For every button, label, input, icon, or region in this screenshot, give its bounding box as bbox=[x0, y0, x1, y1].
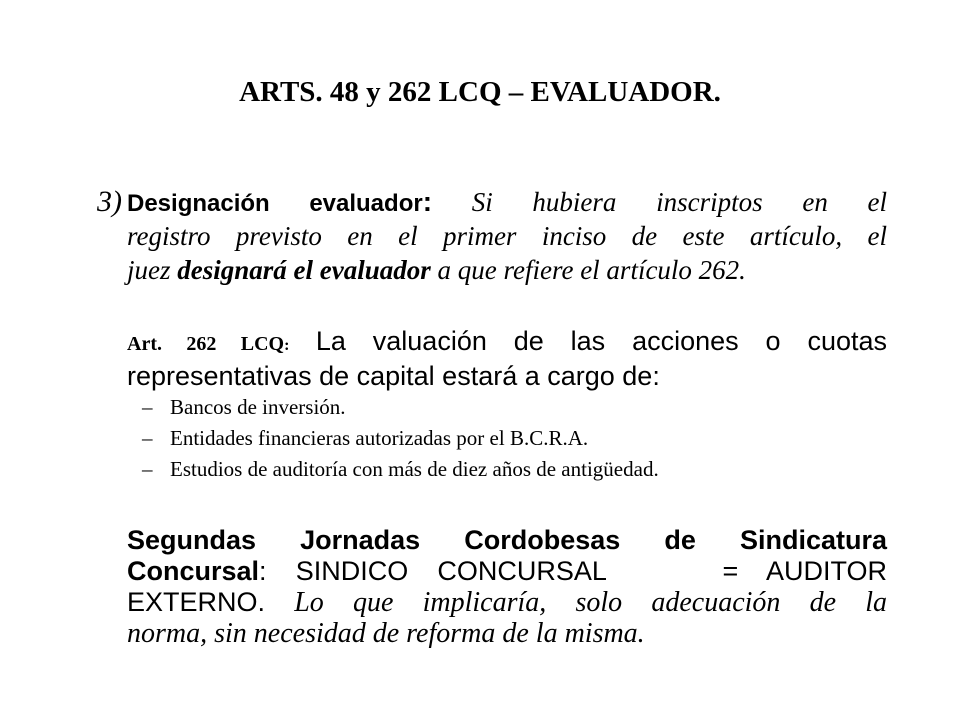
list-item bbox=[142, 423, 659, 454]
art-262-colon: : bbox=[284, 337, 290, 354]
jornadas-paragraph bbox=[127, 525, 887, 649]
art-262-text-1: La valuación de las acciones o cuotas bbox=[315, 326, 888, 356]
item-3-bold-phrase: designará el evaluador bbox=[177, 255, 431, 285]
item-3-text-1: Si hubiera inscriptos en el bbox=[471, 187, 887, 217]
item-3-heading: Designación evaluador bbox=[127, 190, 423, 217]
item-3-line-2: registro previsto en el primer inciso de este artículo, el bbox=[127, 221, 887, 251]
item-number: 3) bbox=[97, 185, 122, 218]
jornadas-externo: EXTERNO. bbox=[127, 587, 266, 617]
item-3-line-1 bbox=[127, 185, 887, 221]
slide-title: ARTS. 48 y 262 LCQ – EVALUADOR. bbox=[239, 76, 721, 108]
item-3-heading-colon: : bbox=[422, 186, 433, 217]
dash-bullet: – bbox=[142, 395, 153, 419]
item-3-text-judge: juez bbox=[127, 255, 171, 285]
dash-bullet: – bbox=[142, 457, 153, 481]
valuator-list bbox=[142, 392, 659, 485]
jornadas-bold-concursal: Concursal bbox=[127, 556, 260, 586]
jornadas-line-2 bbox=[127, 556, 887, 587]
list-item-text: Estudios de auditoría con más de diez años de antigüedad. bbox=[170, 457, 659, 481]
jornadas-colon: : bbox=[259, 556, 267, 586]
list-item-text: Entidades financieras autorizadas por el B.C.R.A. bbox=[170, 426, 589, 450]
list-item bbox=[142, 454, 659, 485]
dash-bullet: – bbox=[142, 426, 153, 450]
jornadas-equation: SINDICO CONCURSAL = AUDITOR bbox=[295, 556, 887, 586]
list-item bbox=[142, 392, 659, 423]
item-3-text-end: a que refiere el artículo 262. bbox=[437, 255, 746, 285]
jornadas-line-3 bbox=[127, 587, 887, 618]
jornadas-line-4: norma, sin necesidad de reforma de la misma. bbox=[127, 618, 645, 649]
jornadas-line-1: Segundas Jornadas Cordobesas de Sindicatura bbox=[127, 525, 887, 555]
jornadas-italic-1: Lo que implicaría, solo adecuación de la bbox=[294, 587, 888, 618]
list-item-text: Bancos de inversión. bbox=[170, 395, 346, 419]
art-262-line-2: representativas de capital estará a cargo de: bbox=[127, 361, 660, 391]
art-262-label: Art. 262 LCQ bbox=[127, 333, 285, 355]
item-3-line-3 bbox=[127, 253, 887, 287]
art-262-line-1 bbox=[127, 326, 887, 361]
art-262-paragraph bbox=[127, 326, 887, 392]
